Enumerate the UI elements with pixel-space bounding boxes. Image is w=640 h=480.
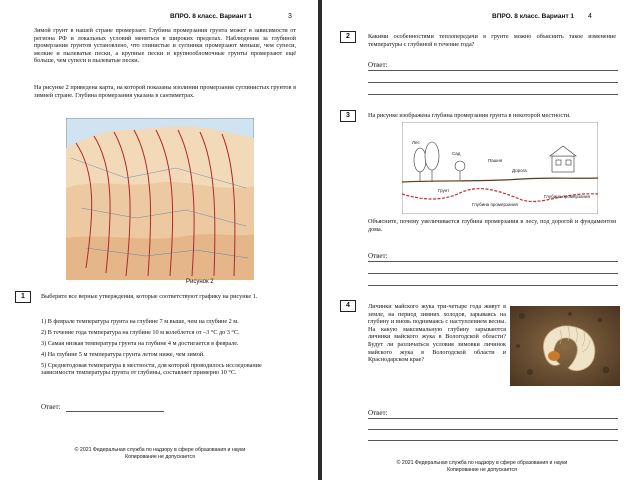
page-header: ВПРО. 8 класс. Вариант 1 — [170, 13, 253, 20]
footer-copyright: © 2021 Федеральная служба по надзору в сфере образования и науки — [74, 447, 246, 453]
page-number: 3 — [288, 13, 292, 20]
label-ground: Грунт — [438, 188, 450, 193]
option-1: 1) В феврале температура грунта на глубине 7 м выше, чем на глубине 2 м. — [41, 318, 239, 325]
left-page — [0, 0, 318, 480]
question-3-task: Объясните, почему увеличивается глубина промерзания в лесу, под дорогой и фундаментом дома. — [368, 218, 616, 233]
footer-notice: Копирование не допускается — [125, 454, 195, 460]
answer-line[interactable] — [368, 285, 618, 286]
label-depth: Глубина промерзания — [472, 202, 518, 207]
label-house-depth: Глубина промерзания — [544, 194, 590, 199]
answer-line[interactable] — [368, 440, 618, 441]
question-number-box: 3 — [340, 110, 356, 122]
answer-label: Ответ: — [368, 252, 388, 260]
permafrost-map-figure — [66, 118, 254, 280]
question-2-prompt: Какими особенностями теплопередачи в грунте можно объяснить такое изменение температуры с глубиной в течение года? — [368, 33, 616, 48]
question-number-box: 4 — [340, 300, 356, 312]
option-5: 5) Среднегодовая температура в местности, для которой проводилось исследование зависимости температуры грунта от глубины, составляет примерно 10 °С. — [41, 362, 262, 377]
map-intro-paragraph: На рисунке 2 приведена карта, на которой показаны изолинии промерзания суглинистых грунтов в зимней стране. Глубина промерзания указана в сантиметрах. — [34, 84, 296, 99]
answer-label: Ответ: — [368, 409, 388, 417]
answer-line[interactable] — [66, 411, 164, 412]
option-3: 3) Самая низкая температура грунта на глубине 4 м достигается в феврале. — [41, 340, 239, 347]
label-field: Пашня — [488, 158, 503, 163]
footer — [377, 460, 587, 474]
option-2: 2) В течение года температура на глубине 10 м колеблется от –3 °С до 3 °С. — [41, 329, 240, 336]
frost-depth-diagram — [402, 122, 598, 214]
footer-notice: Копирование не допускается — [447, 467, 517, 473]
footer-copyright: © 2021 Федеральная служба по надзору в сфере образования и науки — [396, 460, 568, 466]
figure-caption: Рисунок 2 — [186, 279, 214, 285]
may-beetle-larva-photo — [510, 306, 620, 386]
question-3-prompt: На рисунке изображена глубина промерзания грунта в некоторой местности. — [368, 112, 571, 119]
footer — [60, 447, 260, 461]
question-4-prompt: Личинки майского жука три-четыре года живут в земле, на период зимних холодов, зарываясь на глубину и вновь поднимаясь с наступлением весны. На какую максимальную глубину зарываются личинки майского жука в Вологодской области? Будут ли различаться условия зимовки личинок майского жука в Вологодской области и Краснодарском крае? — [368, 303, 506, 364]
question-number-box: 2 — [340, 31, 356, 43]
answer-line[interactable] — [368, 429, 618, 430]
answer-line[interactable] — [368, 273, 618, 274]
answer-line[interactable] — [368, 94, 618, 95]
answer-label: Ответ: — [41, 403, 61, 411]
question-1-prompt: Выберите все верные утверждения, которые соответствуют графику на рисунке 1. — [41, 293, 258, 300]
label-forest: Лес — [412, 140, 420, 145]
label-garden: Сад — [452, 151, 461, 156]
page-number: 4 — [588, 13, 592, 20]
question-number-box: 1 — [15, 291, 31, 303]
right-page — [322, 0, 640, 480]
answer-label: Ответ: — [368, 61, 388, 69]
answer-line[interactable] — [368, 82, 618, 83]
intro-paragraph: Зимой грунт в нашей стране промерзает. Глубина промерзания грунта может в зависимости от региона РФ и локальных условий меняться в широких пределах. Наблюдения за глубиной промерзания грунтов установлено, что глинистые и суглинки промерзают меньше, чем супеси, мелкие и пылеватые пески, а крупные пески и крупнообломочные грунты промерзают ещё больше, чем супеси и пылеватые пески. — [34, 27, 296, 65]
label-road: Дорога — [512, 168, 527, 173]
answer-line[interactable] — [368, 70, 618, 71]
option-4: 4) На глубине 5 м температура грунта летом ниже, чем зимой. — [41, 351, 205, 358]
answer-line[interactable] — [368, 261, 618, 262]
page-header: ВПРО. 8 класс. Вариант 1 — [492, 13, 575, 20]
answer-line[interactable] — [368, 418, 618, 419]
